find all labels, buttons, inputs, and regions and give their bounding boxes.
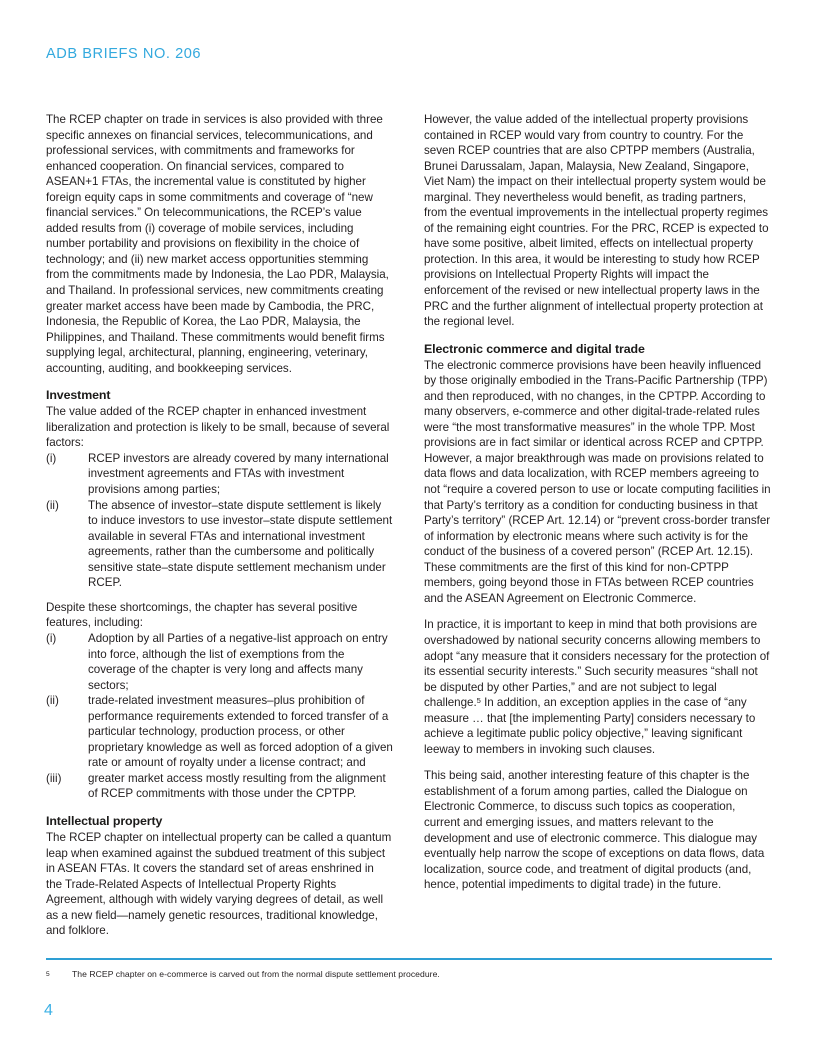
paragraph-national-security-part-1: In practice, it is important to keep in mind that both provisions are overshadowed by national security concerns allowing members to adopt “any measure that it considers necessary for the protection of its essential security interests.” Such security measures “shall not be disputed by other Parties,” and are not subject to legal challenge. [424,618,770,710]
running-head: ADB BRIEFS NO. 206 [46,46,202,62]
list-item-text: Adoption by all Parties of a negative-list approach on entry into force, although the list of exemptions from the coverage of the chapter is very long and affects many sectors; [88,631,388,692]
left-column [46,112,393,950]
page-number: 4 [44,1002,53,1019]
list-item-text: trade-related investment measures–plus prohibition of performance requirements extended to forced transfer of a particular technology, production process, or other proprietary knowledge as well as forced adoption of a given rate or amount of royalty under a license contract; and [88,694,393,770]
paragraph-spacer [46,591,393,600]
paragraph-positive-features-intro: Despite these shortcomings, the chapter has several positive features, including: [46,600,358,630]
list-item [46,451,393,498]
paragraph-ecommerce-provisions: The electronic commerce provisions have been heavily influenced by those originally embodied in the Trans-Pacific Partnership (TPP) and then reproduced, with no changes, in the CPTPP. According to many observers, e-commerce and other digital-trade-related rules were “the most transformative measures” in the whole TPP. Most provisions are in fact similar or identical across RCEP and CPTPP. However, a major breakthrough was made on provisions related to data flows and data localization, with RCEP members agreeing to not “require a covered person to use or locate computing facilities in that Party’s territory as a condition for conducting business in that Party’s territory” (RCEP Art. 12.14) or “prevent cross-border transfer of information by electronic means where such activity is for the conduct of the business of a covered person” (RCEP Art. 12.15). These commitments are the first of this kind for non-CPTPP members, going beyond those in FTAs between RCEP countries and the ASEAN Agreement on Electronic Commerce. [424,358,771,605]
footnote-divider [46,958,772,960]
list-marker: (ii) [46,498,59,512]
list-marker: (ii) [46,694,59,708]
footnote-number: 5 [46,970,50,978]
paragraph-dialogue-on-ecommerce: This being said, another interesting feature of this chapter is the establishment of a forum among parties, called the Dialogue on Electronic Commerce, to discuss such topics as cooperation, current and emerging issues, and matters relevant to the development and use of electronic commerce. This dialogue may eventually help narrow the scope of exceptions on data flows, data localization, source code, and treatment of digital products (and, hence, potential impediments to digital trade) in the future. [424,769,765,892]
list-investment-factors [46,451,393,591]
footnote-entry [46,968,772,981]
list-positive-features [46,631,393,802]
list-item [46,693,393,771]
list-item-text: RCEP investors are already covered by many international investment agreements and FTAs with investment provisions among parties; [88,451,389,497]
two-column-body [46,112,772,938]
list-marker: (iii) [46,771,62,785]
paragraph-trade-in-services: The RCEP chapter on trade in services is also provided with three specific annexes on financial services, telecommunications, and professional services, with commitments and frameworks for enhanced cooperation. On financial services, compared to ASEAN+1 FTAs, the incremental value is constituted by higher foreign equity caps in some commitments and coverage of “new financial services.” On telecommunications, the RCEP’s value added results from (i) coverage of mobile services, including number portability and provisions on flexibility in the choice of technology; and (ii) new market access opportunities stemming from the commitments made by Indonesia, the Lao PDR, Malaysia, and Thailand. In professional services, new commitments creating greater market access have been made by Cambodia, the PRC, Indonesia, the Republic of Korea, the Lao PDR, Malaysia, the Philippines, and Thailand. These commitments would benefit firms supplying legal, architectural, planning, engineering, veterinary, accounting, auditing, and bookkeeping services. [46,113,389,375]
right-column [424,112,771,904]
footnote-reference-5[interactable]: 5 [476,695,481,705]
paragraph-investment-intro: The value added of the RCEP chapter in enhanced investment liberalization and protection is likely to be small, because of several factors: [46,405,390,450]
paragraph-ip-country-variation: However, the value added of the intellectual property provisions contained in RCEP would vary from country to country. For the seven RCEP countries that are also CPTPP members (Australia, Brunei Darussalam, Japan, Malaysia, New Zealand, Singapore, Viet Nam) the impact on their intellectual property system would be marginal. They nevertheless would benefit, as trading partners, from the eventual improvements in the intellectual property regimes of the remaining eight countries. For the PRC, RCEP is expected to have some positive, albeit limited, effects on intellectual property protection. In this area, it would be interesting to study how RCEP provisions on Intellectual Property Rights will impact the enforcement of the revised or new intellectual property laws in the PRC and the further alignment of intellectual property protection at the regional level. [424,113,769,329]
list-item-text: greater market access mostly resulting from the alignment of RCEP commitments with those under the CPTPP. [88,771,386,801]
heading-electronic-commerce: Electronic commerce and digital trade [424,341,645,356]
list-item [46,498,393,591]
paragraph-national-security [424,617,771,757]
list-marker: (i) [46,631,57,645]
heading-investment: Investment [46,388,111,403]
list-item [46,771,393,802]
paragraph-intellectual-property: The RCEP chapter on intellectual property can be called a quantum leap when examined against the subdued treatment of this subject in ASEAN FTAs. It covers the standard set of areas enshrined in the Trade-Related Aspects of Intellectual Property Rights Agreement, although with widely varying degrees of detail, as well as a new field—namely genetic resources, traditional knowledge, and folklore. [46,830,392,938]
heading-intellectual-property: Intellectual property [46,813,163,828]
paragraph-national-security-part-2: In addition, an exception applies in the case of “any measure … that [the implementing Party] considers necessary to achieve a legitimate public policy objective,” leaving significant leeway to members in invoking such clauses. [424,696,756,756]
footnote-text: The RCEP chapter on e-commerce is carved out from the normal dispute settlement procedure. [72,968,440,979]
list-item [46,631,393,693]
footnote-area [46,958,772,981]
list-item-text: The absence of investor–state dispute settlement is likely to induce investors to use investor–state dispute settlement available in several FTAs and international investment agreements, rather than the cumbersome and politically sensitive state–state dispute settlement mechanism under RCEP. [88,498,393,590]
list-marker: (i) [46,451,57,465]
